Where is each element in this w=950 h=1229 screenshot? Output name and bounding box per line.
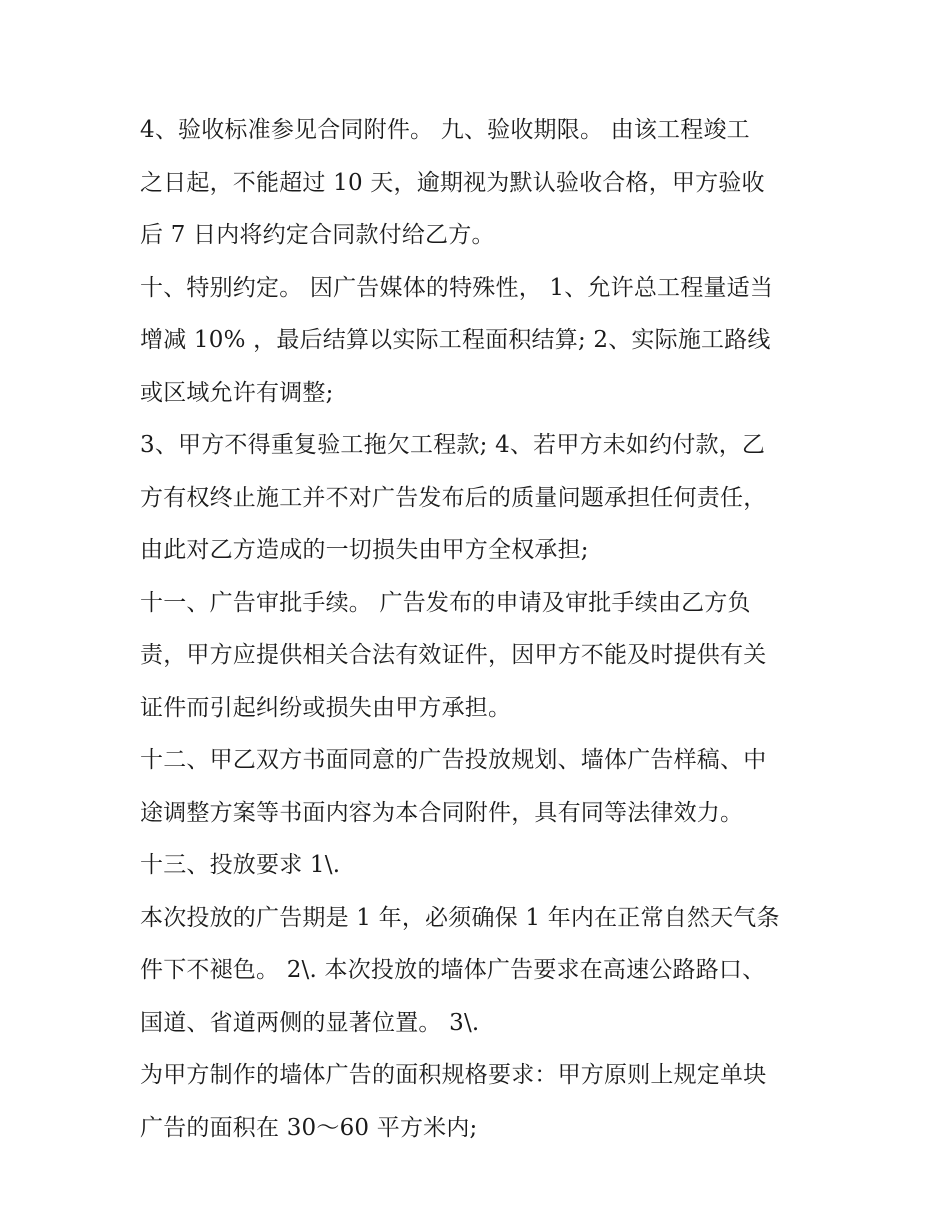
text-line: 途调整方案等书面内容为本合同附件，具有同等法律效力。	[140, 799, 744, 826]
text-line: 由此对乙方造成的一切损失由甲方全权承担;	[140, 537, 589, 563]
text-line: 十一、广告审批手续。 广告发布的申请及审批手续由乙方负	[140, 589, 751, 616]
text-line: 广告的面积在 30～60 平方米内;	[140, 1114, 478, 1141]
text-line: 增减 10% ，最后结算以实际工程面积结算; 2、实际施工路线	[140, 327, 771, 353]
document-body	[140, 111, 820, 1161]
text-line: 件下不褪色。 2\. 本次投放的墙体广告要求在高速公路路口、	[140, 957, 766, 983]
text-line: 责，甲方应提供相关合法有效证件，因甲方不能及时提供有关	[140, 642, 767, 668]
text-line: 为甲方制作的墙体广告的面积规格要求：甲方原则上规定单块	[140, 1062, 767, 1088]
text-line: 证件而引起纠纷或损失由甲方承担。	[140, 694, 512, 721]
text-line: 国道、省道两侧的显著位置。 3\.	[140, 1009, 480, 1036]
text-line: 方有权终止施工并不对广告发布后的质量问题承担任何责任，	[140, 484, 767, 511]
text-line: 本次投放的广告期是 1 年，必须确保 1 年内在正常自然天气条	[140, 904, 780, 931]
text-line: 十二、甲乙双方书面同意的广告投放规划、墙体广告样稿、中	[140, 747, 767, 773]
text-line: 十、特别约定。 因广告媒体的特殊性， 1、允许总工程量适当	[140, 274, 774, 301]
text-line: 或区域允许有调整;	[140, 379, 334, 406]
text-line: 后 7 日内将约定合同款付给乙方。	[140, 222, 495, 248]
text-line: 之日起，不能超过 10 天，逾期视为默认验收合格，甲方验收	[140, 169, 765, 196]
text-line: 3、甲方不得重复验工拖欠工程款; 4、若甲方未如约付款，乙	[140, 432, 766, 458]
text-line: 4、验收标准参见合同附件。 九、验收期限。 由该工程竣工	[140, 117, 750, 143]
text-line: 十三、投放要求 1\.	[140, 852, 341, 878]
